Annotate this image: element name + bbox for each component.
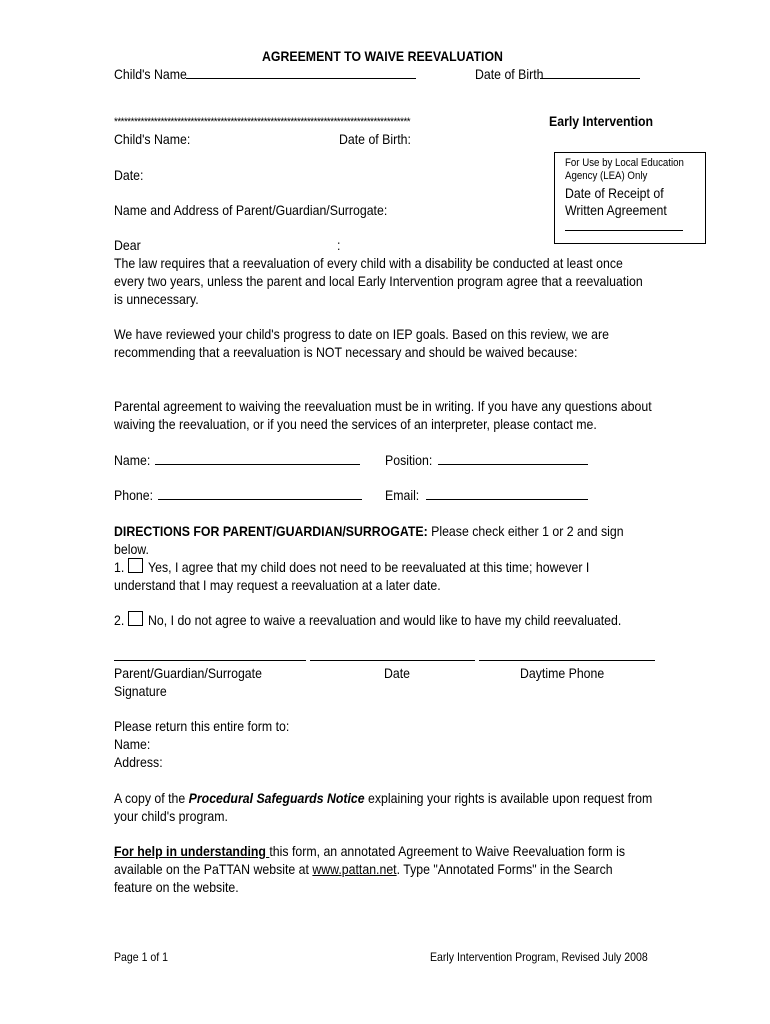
contact-position-field[interactable] — [438, 464, 588, 465]
option2-no-checkbox[interactable] — [128, 611, 143, 626]
contact-position-label: Position: — [385, 452, 433, 468]
directions-text: Please check either 1 or 2 and sign — [427, 523, 624, 539]
option1-text-line2: understand that I may request a reevaluation at a later date. — [114, 577, 441, 593]
ei-childs-name-label: Child's Name: — [114, 131, 191, 147]
option1-yes-checkbox[interactable] — [128, 558, 143, 573]
form-title: AGREEMENT TO WAIVE REEVALUATION — [262, 48, 503, 64]
pattan-link[interactable]: www.pattan.net — [312, 861, 397, 877]
ei-dob-label: Date of Birth: — [339, 131, 411, 147]
contact-name-field[interactable] — [155, 464, 360, 465]
dob-field[interactable] — [540, 78, 640, 79]
contact-phone-field[interactable] — [158, 499, 362, 500]
para2-line1: We have reviewed your child's progress to date on IEP goals. Based on this review, we are — [114, 326, 609, 342]
option2-number: 2. — [114, 612, 125, 628]
para1-line1: The law requires that a reevaluation of every child with a disability be conducted at least once — [114, 255, 623, 271]
option2-text: No, I do not agree to waive a reevaluation and would like to have my child reevaluated. — [148, 612, 622, 628]
safeguards-pre: A copy of the — [114, 790, 189, 806]
ei-date-label: Date: — [114, 167, 144, 183]
help-heading: For help in understanding — [114, 843, 270, 859]
para3-line2: waiving the reevaluation, or if you need the services of an interpreter, please contact me. — [114, 416, 597, 432]
return-address-label: Address: — [114, 754, 163, 770]
help-line1 — [114, 842, 625, 860]
directions-line1 — [114, 522, 624, 540]
option1-text-line1: Yes, I agree that my child does not need to be reevaluated at this time; however I — [148, 559, 590, 575]
safeguards-line2: your child's program. — [114, 808, 228, 824]
dear-colon: : — [337, 237, 341, 253]
lea-line-4: Written Agreement — [565, 202, 667, 218]
dear-label: Dear — [114, 237, 141, 253]
lea-line-1: For Use by Local Education — [565, 157, 684, 169]
contact-phone-label: Phone: — [114, 487, 154, 503]
ei-heading: Early Intervention — [549, 113, 654, 129]
signature-date-line[interactable] — [310, 660, 475, 661]
help-text-2: available on the PaTTAN website at — [114, 861, 313, 877]
childs-name-label: Child's Name — [114, 66, 187, 82]
directions-heading: DIRECTIONS FOR PARENT/GUARDIAN/SURROGATE: — [114, 523, 428, 539]
para2-line2: recommending that a reevaluation is NOT necessary and should be waived because: — [114, 344, 578, 360]
parent-name-address-label: Name and Address of Parent/Guardian/Surrogate: — [114, 202, 388, 218]
lea-line-2: Agency (LEA) Only — [565, 170, 648, 182]
help-text-1: this form, an annotated Agreement to Waive Reevaluation form is — [269, 843, 626, 859]
daytime-phone-label: Daytime Phone — [520, 665, 605, 681]
para1-line2: every two years, unless the parent and local Early Intervention program agree that a reevaluation — [114, 273, 643, 289]
help-line2 — [114, 860, 613, 878]
daytime-phone-line[interactable] — [479, 660, 655, 661]
signature-line[interactable] — [114, 660, 306, 661]
signature-label-line2: Signature — [114, 683, 167, 699]
lea-receipt-date-field[interactable] — [565, 230, 683, 231]
safeguards-post: explaining your rights is available upon request from — [364, 790, 653, 806]
para3-line1: Parental agreement to waiving the reevaluation must be in writing. If you have any questions about — [114, 398, 652, 414]
signature-date-label: Date — [384, 665, 411, 681]
return-name-label: Name: — [114, 736, 151, 752]
return-line: Please return this entire form to: — [114, 718, 290, 734]
dob-label: Date of Birth — [475, 66, 544, 82]
signature-label-line1: Parent/Guardian/Surrogate — [114, 665, 262, 681]
page-number: Page 1 of 1 — [114, 950, 169, 964]
contact-name-label: Name: — [114, 452, 151, 468]
contact-email-field[interactable] — [426, 499, 588, 500]
contact-email-label: Email: — [385, 487, 420, 503]
lea-line-3: Date of Receipt of — [565, 185, 664, 201]
help-text-3: . Type "Annotated Forms" in the Search — [396, 861, 613, 877]
lea-use-box — [554, 152, 706, 244]
safeguards-line1 — [114, 789, 652, 807]
stars-divider: ***************************************************************************************** — [114, 116, 411, 128]
footer-program: Early Intervention Program, Revised July 2008 — [430, 950, 648, 964]
childs-name-field[interactable] — [186, 78, 416, 79]
help-line3: feature on the website. — [114, 879, 239, 895]
safeguards-notice-title: Procedural Safeguards Notice — [188, 790, 365, 806]
option1-number: 1. — [114, 559, 125, 575]
para1-line3: is unnecessary. — [114, 291, 199, 307]
directions-line2: below. — [114, 541, 149, 557]
